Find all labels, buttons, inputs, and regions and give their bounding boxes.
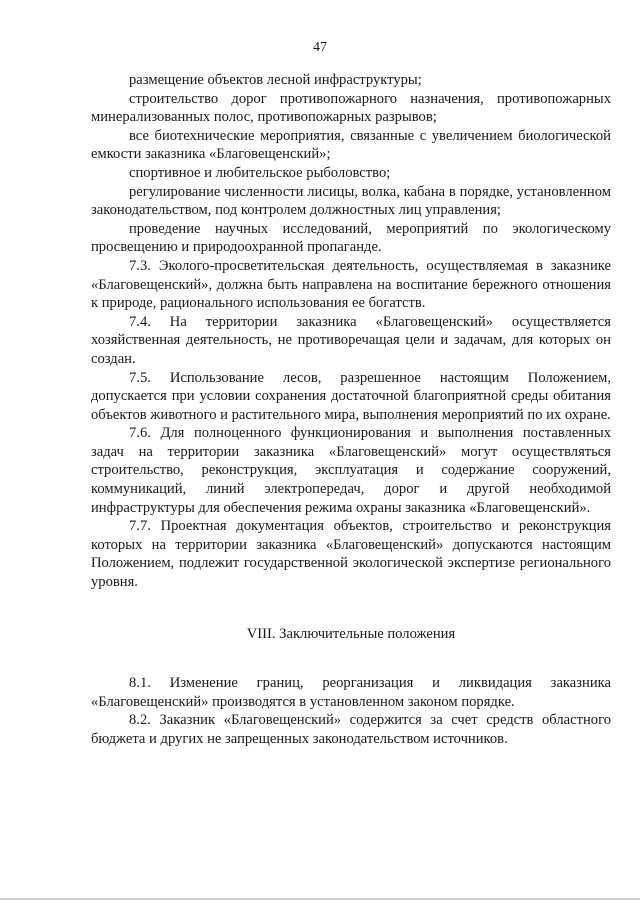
document-body [91,71,611,749]
paragraph-forest-infrastructure: размещение объектов лесной инфраструктуры; [129,72,422,88]
paragraph-fishing: спортивное и любительское рыболовство; [129,164,391,181]
paragraph-8-2: 8.2. Заказник «Благовещенский» содержится за счет средств областного бюджета и других не запрещенных законодательством источников. [91,712,611,747]
section-heading: VIII. Заключительные положения [246,625,456,642]
paragraph-7-7: 7.7. Проектная документация объектов, строительство и реконструкция которых на территории заказника «Благовещенский» допускаются настоящим Положением, подлежит государственной экологической экспертизе регионального уровня. [91,518,611,591]
paragraph-7-3: 7.3. Эколого-просветительская деятельность, осуществляемая в заказнике «Благовещенский», должна быть направлена на воспитание бережного отношения к природе, рационального использования ее богатств. [91,257,611,312]
paragraph-7-5: 7.5. Использование лесов, разрешенное настоящим Положением, допускается при условии сохранения достаточной благоприятной среды обитания объектов животного и растительного мира, выполнения мероприятий по их охране. [91,369,611,423]
scan-bottom-edge [0,898,640,900]
page-number: 47 [313,40,327,55]
paragraph-8-1: 8.1. Изменение границ, реорганизация и ликвидация заказника «Благовещенский» производятся в установленном законом порядке. [91,675,611,710]
paragraph-research: проведение научных исследований, мероприятий по экологическому просвещению и природоохранной пропаганде. [91,220,611,256]
paragraph-population-control: регулирование численности лисицы, волка, кабана в порядке, установленном законодательством, под контролем должностных лиц управления; [91,183,611,219]
paragraph-7-4: 7.4. На территории заказника «Благовещенский» осуществляется хозяйственная деятельность, не противоречащая цели и задачам, для которых он создан. [91,313,611,367]
paragraph-biotechnical: все биотехнические мероприятия, связанные с увеличением биологической емкости заказника «Благовещенский»; [91,127,611,163]
paragraph-fire-roads: строительство дорог противопожарного назначения, противопожарных минерализованных полос, противопожарных разрывов; [91,90,611,126]
paragraph-7-6: 7.6. Для полноценного функционирования и выполнения поставленных задач на территории заказника «Благовещенский» могут осуществляться строительство, реконструкция, эксплуатация и содержание сооружений, коммуникаций, линий электропередач, дорог и другой необходимой инфраструктуры для обеспечения режима охраны заказника «Благовещенский». [91,425,611,516]
